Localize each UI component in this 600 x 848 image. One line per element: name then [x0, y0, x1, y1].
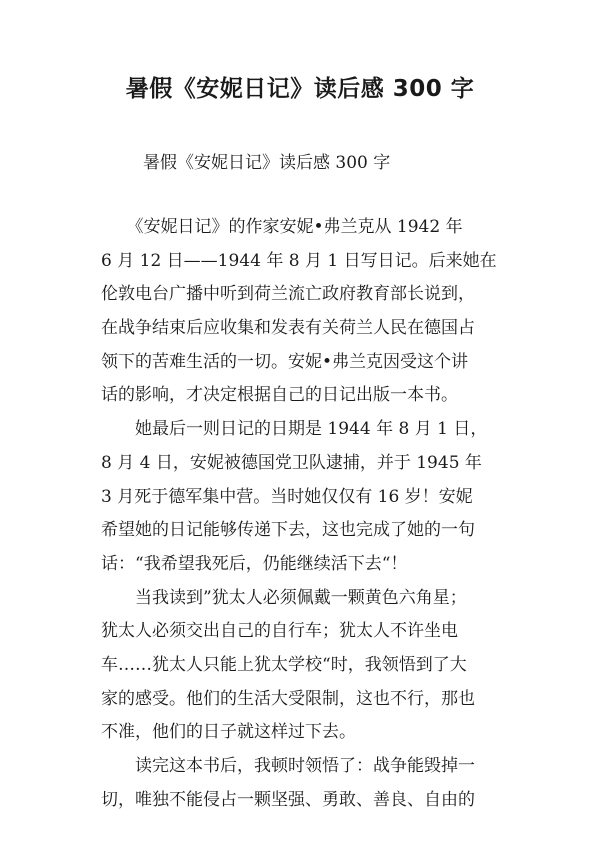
body-line: 话的影响，才决定根据自己的日记出版一本书。: [101, 385, 458, 406]
body-line: 希望她的日记能够传递下去，这也完成了她的一句: [101, 520, 475, 541]
body-line: 犹太人必须交出自己的自行车；犹太人不许坐电: [101, 621, 458, 642]
body-line: 领下的苦难生活的一切。安妮•弗兰克因受这个讲: [101, 351, 469, 372]
body-line: 3 月死于德军集中营。当时她仅仅有 16 岁！安妮: [101, 486, 473, 507]
body-line: 伦敦电台广播中听到荷兰流亡政府教育部长说到，: [101, 284, 475, 305]
document-title: 暑假《安妮日记》读后感 300 字: [125, 76, 475, 102]
document-body: [101, 211, 501, 817]
body-line: 8 月 4 日，安妮被德国党卫队逮捕，并于 1945 年: [101, 452, 482, 473]
body-line: 车……犹太人只能上犹太学校“时，我领悟到了大: [101, 654, 467, 675]
body-line: 在战争结束后应收集和发表有关荷兰人民在德国占: [101, 318, 475, 339]
body-line: 6 月 12 日——1944 年 8 月 1 日写日记。后来她在: [101, 250, 497, 271]
body-line: 她最后一则日记的日期是 1944 年 8 月 1 日，: [101, 419, 488, 440]
body-line: 家的感受。他们的生活大受限制，这也不行，那也: [101, 688, 475, 709]
body-line: 当我读到”犹太人必须佩戴一颗黄色六角星；: [101, 587, 467, 608]
body-line: 不准，他们的日子就这样过下去。: [101, 722, 356, 743]
body-line: 读完这本书后，我顿时领悟了：战争能毁掉一: [101, 756, 475, 776]
body-line: 《安妮日记》的作家安妮•弗兰克从 1942 年: [101, 217, 463, 237]
body-line: 切，唯独不能侵占一颗坚强、勇敢、善良、自由的: [101, 789, 475, 810]
body-line: 话：“我希望我死后，仍能继续活下去“！: [101, 553, 408, 574]
document-subtitle: 暑假《安妮日记》读后感 300 字: [143, 153, 391, 173]
